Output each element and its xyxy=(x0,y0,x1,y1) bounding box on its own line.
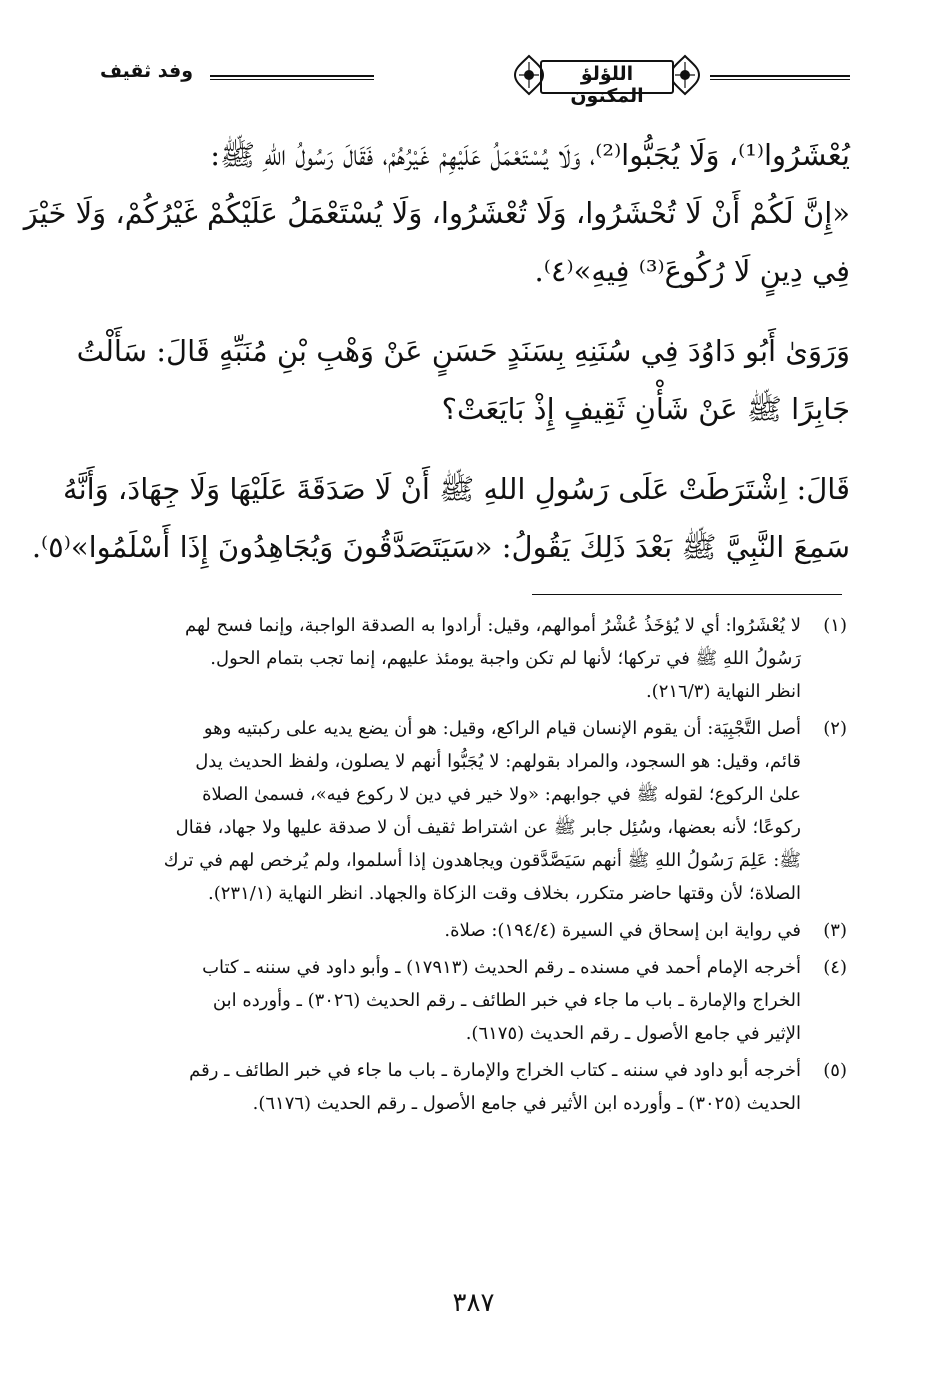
main-text xyxy=(23,126,850,576)
text-line: فِي دِينٍ لَا رُكُوعَ⁽³⁾ فِيهِ»⁽٤⁾. xyxy=(534,254,850,288)
header-rule-right xyxy=(710,75,850,80)
text-line: جَابِرًا ﷺ عَنْ شَأْنِ ثَقِيفٍ إِذْ بَايَعَتْ؟ xyxy=(441,392,850,426)
footnote-separator xyxy=(532,594,842,595)
footnote-line: لا يُعْشَرُوا: أي لا يُؤخَذُ عُشْرُ أموالهم، وقيل: أرادوا به الصدقة الواجبة، وإنما فسح لهم xyxy=(184,615,801,636)
chapter-title: وفد ثقيف xyxy=(100,60,194,82)
footnotes xyxy=(103,609,847,1120)
footnote-number: (١) xyxy=(823,615,847,636)
footnote-line: انظر النهاية (٢١٦/٣). xyxy=(645,681,801,702)
footnote-line: ركوعًا؛ لأنه بعضها، وسُئِل جابر ﷺ عن اشتراط ثقيف أن لا صدقة عليها ولا جهاد، فقال xyxy=(175,817,801,838)
footnote-line: ﷺ: عَلِمَ رَسُولُ اللهِ ﷺ أنهم سَيَصَّدَّقون ويجاهدون إذا أسلموا، ولم يُرخص لهم في ترك xyxy=(163,850,801,871)
book-title-frame xyxy=(540,60,674,107)
footnote-line: أخرجه أبو داود في سننه ـ كتاب الخراج والإمارة ـ باب ما جاء في خبر الطائف ـ رقم xyxy=(189,1060,801,1081)
page-number: ٣٨٧ xyxy=(452,1288,495,1318)
footnote-number: (٤) xyxy=(823,957,847,978)
footnote xyxy=(103,712,847,910)
footnote-number: (٣) xyxy=(823,920,847,941)
footnote-line: الخراج والإمارة ـ باب ما جاء في خبر الطائف ـ رقم الحديث (٣٠٢٦) ـ وأورده ابن xyxy=(212,990,801,1011)
footnote-number: (٥) xyxy=(823,1060,847,1081)
footnote-line: قائم، وقيل: هو السجود، والمراد بقولهم: لا يُجَبُّوا أنهم لا يصلون، ولفظ الحديث يدل xyxy=(195,751,801,772)
footnote-line: رَسُولُ اللهِ ﷺ في تركها؛ لأنها لم تكن واجبة يومئذ عليهم، إنما تجب بتمام الحول. xyxy=(210,648,801,669)
text-line: «إِنَّ لَكُمْ أَنْ لَا تُحْشَرُوا، وَلَا تُعْشَرُوا، وَلَا يُسْتَعْمَلُ عَلَيْكُمْ غَيْرُكُمْ، وَلَا خَيْرَ xyxy=(23,196,850,230)
footnote-line: الصلاة؛ لأن وقتها حاضر متكرر، بخلاف وقت الزكاة والجهاد. انظر النهاية (٢٣١/١). xyxy=(208,883,801,904)
text-line: سَمِعَ النَّبِيَّ ﷺ بَعْدَ ذَلِكَ يَقُولُ: «سَيَتَصَدَّقُونَ وَيُجَاهِدُونَ إِذَا أَسْلَمُوا»⁽٥⁾. xyxy=(31,530,850,564)
footnote xyxy=(103,1054,847,1120)
book-title: اللؤلؤ المكنون xyxy=(570,63,644,107)
footnote-line: في رواية ابن إسحاق في السيرة (١٩٤/٤): صلاة. xyxy=(444,920,801,941)
footnote xyxy=(103,951,847,1050)
footnote-line: الإثير في جامع الأصول ـ رقم الحديث (٦١٧٥). xyxy=(465,1023,801,1044)
footnote-number: (٢) xyxy=(823,718,847,739)
footnote-line: أصل التَّجْبِيَة: أن يقوم الإنسان قيام الراكع، وقيل: هو أن يضع يديه على ركبتيه وهو xyxy=(203,718,801,739)
page-header xyxy=(100,42,850,122)
text-line: يُعْشَرُوا⁽¹⁾، وَلَا يُجَبُّوا⁽²⁾، وَلَا يُسْتَعْمَلُ عَلَيْهِمْ غَيْرُهُمْ، فَقَالَ رَسُولُ اللهِ ﷺ: xyxy=(210,138,850,172)
footnote-line: أخرجه الإمام أحمد في مسنده ـ رقم الحديث (١٧٩١٣) ـ وأبو داود في سننه ـ كتاب xyxy=(202,957,801,978)
book-title-cartouche xyxy=(512,50,702,107)
footnote xyxy=(103,609,847,708)
footnote-line: علىٰ الركوع؛ لقوله ﷺ في جوابهم: «ولا خير في دين لا ركوع فيه»، فسمىٰ الصلاة xyxy=(202,784,801,805)
footnote xyxy=(103,914,847,947)
text-line: وَرَوَىٰ أَبُو دَاوُدَ فِي سُنَنِهِ بِسَنَدٍ حَسَنٍ عَنْ وَهْبِ بْنِ مُنَبِّهٍ قَالَ: سَأَلْتُ xyxy=(76,334,850,368)
footnote-line: الحديث (٣٠٢٥) ـ وأورده ابن الأثير في جامع الأصول ـ رقم الحديث (٦١٧٦). xyxy=(252,1093,801,1114)
ornament-icon xyxy=(512,54,546,96)
header-rule-left xyxy=(210,75,374,80)
text-line: قَالَ: اِشْتَرَطَتْ عَلَى رَسُولِ اللهِ ﷺ أَنْ لَا صَدَقَةَ عَلَيْهَا وَلَا جِهَادَ، وَأَنَّهُ xyxy=(63,472,850,506)
